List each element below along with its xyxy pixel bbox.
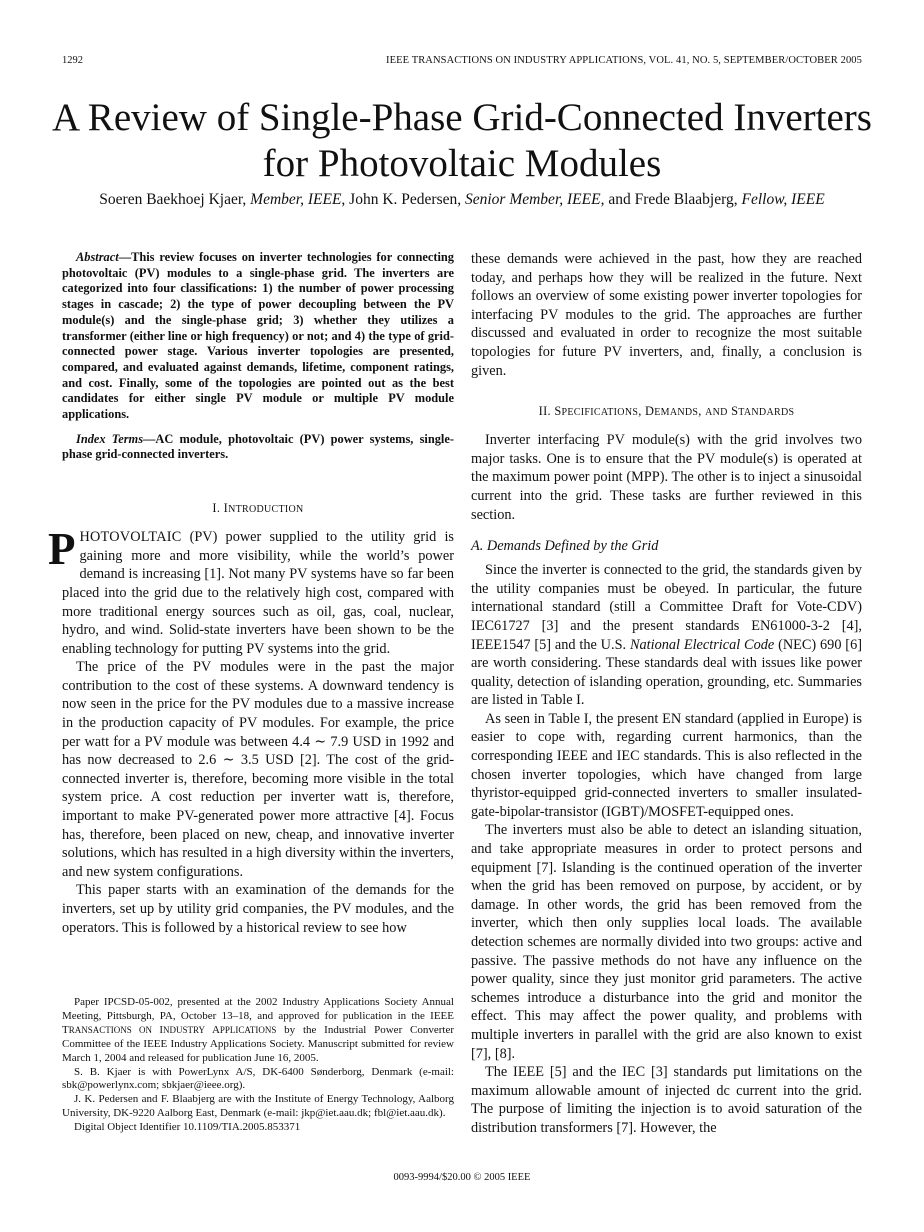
subsection-heading-a: A. Demands Defined by the Grid <box>471 538 659 555</box>
author-1-affiliation: Member, IEEE <box>250 191 342 208</box>
spec-a-paragraph-1 <box>471 561 862 710</box>
spec-paragraph-1: Inverter interfacing PV module(s) with the grid involves two major tasks. One is to ensure that the PV module(s) is operated at the maximum power point (MPP). The other is to inject a sinusoidal current into the grid. These tasks are further reviewed in this section. <box>471 432 862 523</box>
intro-paragraph-1-text: (PV) power supplied to the utility grid is gaining more and more visibility, while the world’s power demand is increasing [1]. Not many PV systems have so far been placed into the grid due to the relatively high cost, compared with more traditional energy sources such as oil, gas, coal, nuclear, hydro, and wind. Solid-state inverters have been shown to be the enabling technology for putting PV systems into the grid. <box>62 529 454 657</box>
title-line-2: for Photovoltaic Modules <box>262 142 662 185</box>
journal-initial: I <box>159 1023 163 1036</box>
section-heading-specifications: II. SPECIFICATIONS, DEMANDS, AND STANDARDS <box>538 404 795 419</box>
abstract <box>62 250 454 423</box>
author-3-affiliation: Fellow, IEEE <box>741 191 825 208</box>
spec-a-text: (NEC) 690 [6] are worth considering. These standards deal with issues like power quality, detection of islanding operation, grounding, etc. Summaries are listed in Table I. <box>471 636 862 709</box>
nec-title: National Electrical Code <box>629 636 775 653</box>
footnote-text: Paper IPCSD-05-002, presented at the 2002 Industry Applications Society Annual Meeting, Pittsburgh, PA, October 13–18, and approved for publication in the IEEE <box>62 996 454 1022</box>
abstract-label: Abstract <box>76 250 119 264</box>
footnote-3: J. K. Pedersen and F. Blaabjerg are with the Institute of Energy Technology, Aalborg University, DK-9220 Aalborg East, Denmark (e-mail: jkp@iet.aau.dk; fbl@iet.aau.dk). <box>62 1093 454 1120</box>
journal-initial: T <box>62 1023 69 1036</box>
spec-a-text: Since the inverter is connected to the grid, the standards given by the utility companies must be obeyed. In particular, the future international standard (still a Committee Draft for Vote-CDV) IEC61727 [3] and the present standards EN61000-3-2 [4], IEEE1547 [5] and the U.S. <box>471 562 862 653</box>
section-heading-introduction <box>62 501 454 516</box>
author-2-name: John K. Pedersen <box>349 191 458 208</box>
spec-a-paragraph-3: The inverters must also be able to detect an islanding situation, and take appropriate measures in order to protect persons and equipment [7]. Islanding is the continued operation of the inverter when the grid has been removed on purpose, by accident, or by damage. In other words, the grid has been removed from the inverter, which then only supplies local loads. The available detection schemes are normally divided into two groups: active and passive. The passive methods do not have any influence on the power quality, since they just monitor grid parameters. The active schemes introduce a disturbance into the grid and monitor the effect. This may affect the power quality, and problems with multiple inverters in parallel with the grid are also known to exist [7], [8]. <box>471 822 862 1062</box>
footnote-text: by the Industrial Power Converter Committee of the IEEE Industry Applications Society. Manuscript submitted for review March 1, 2004 and released for publication June 16, 2005. <box>62 1023 454 1064</box>
copyright-footer: 0093-9994/$20.00 © 2005 IEEE <box>393 1172 531 1183</box>
intro-paragraph-3-continued: these demands were achieved in the past, how they are reached today, and perhaps how they will be realized in the future. Next follows an overview of some existing power inverter topologies for interfacing PV modules to the grid. The approaches are further discussed and evaluated in order to recognize the most suitable topologies for future PV inverters, and, finally, a conclusion is given. <box>471 251 862 379</box>
section-smallcaps: NTRODUCTION <box>228 504 304 516</box>
footnote-4: Digital Object Identifier 10.1109/TIA.2005.853371 <box>74 1121 301 1134</box>
journal-smallcaps: NDUSTRY <box>162 1024 212 1035</box>
author-list: Soeren Baekhoej Kjaer, Member, IEEE, John K. Pedersen, Senior Member, IEEE, and Frede Blaabjerg, Fellow, IEEE <box>99 191 825 208</box>
journal-smallcaps: PPLICATIONS <box>219 1024 277 1035</box>
left-column <box>48 250 454 937</box>
paper-title <box>0 95 924 187</box>
section-initial: D <box>645 404 655 419</box>
journal-initial: A <box>211 1023 220 1036</box>
section-smallcaps: AND <box>705 407 728 419</box>
section-number: I. <box>212 501 224 516</box>
section-initial: S <box>731 404 739 419</box>
index-terms <box>62 432 454 463</box>
footnotes <box>62 996 454 1135</box>
abstract-text: —This review focuses on inverter technologies for connecting photovoltaic (PV) modules to a single-phase grid. The inverters are categorized into four classifications: 1) the number of power processing stages in cascade; 2) the type of power decoupling between the PV module(s) and the single-phase grid; 3) whether they utilizes a transformer (either line or high frequency) or not; and 4) the type of grid-connected power stage. Various inverter topologies are presented, compared, and evaluated against demands, lifetime, component ratings, and cost. Finally, some of the topologies are pointed out as the best candidates for either single PV module or multiple PV module applications. <box>62 250 454 422</box>
title-line-1: A Review of Single-Phase Grid-Connected Inverters <box>52 96 872 139</box>
right-column <box>471 250 862 1138</box>
page-number: 1292 <box>62 55 83 66</box>
drop-cap: P <box>48 524 76 575</box>
footnote-2: S. B. Kjaer is with PowerLynx A/S, DK-6400 Sønderborg, Denmark (e-mail: sbk@powerlynx.com; sbkjaer@ieee.org). <box>62 1065 454 1092</box>
intro-paragraph-1 <box>48 524 454 658</box>
section-initial: S <box>554 404 562 419</box>
journal-smallcaps: RANSACTIONS ON <box>68 1024 160 1035</box>
intro-paragraph-2: The price of the PV modules were in the past the major contribution to the cost of these systems. A downward tendency is now seen in the price for the PV modules due to a massive increase in the production capacity of PV modules. For example, the price per watt for a PV module was between 4.4 ∼ 7.9 USD in 1992 and has now decreased to 2.6 ∼ 3.5 USD [2]. The cost of the grid-connected inverter is, therefore, becoming more visible in the total system price. A cost reduction per inverter watt is, therefore, important to make PV-generated power more attractive [4]. Focus has, therefore, been placed on new, cheap, and innovative inverter solutions, which has resulted in a high diversity within the inverters, and new system configurations. <box>62 659 454 880</box>
intro-first-word: HOTOVOLTAIC <box>79 529 182 546</box>
section-smallcaps: EMANDS <box>654 407 699 419</box>
author-1-name: Soeren Baekhoej Kjaer <box>99 191 243 208</box>
section-smallcaps: TANDARDS <box>738 407 795 419</box>
index-terms-label: Index Terms <box>76 431 144 446</box>
author-2-affiliation: Senior Member, IEEE <box>464 191 601 208</box>
index-terms-text: —AC module, photovoltaic (PV) power systems, single-phase grid-connected inverters. <box>62 431 454 462</box>
section-initial: I <box>223 501 229 516</box>
spec-a-paragraph-2: As seen in Table I, the present EN standard (applied in Europe) is easier to cope with, regarding current harmonics, than the corresponding IEEE and IEC standards. This is also reflected in the chosen inverter topologies, which have changed from large thyristor-equipped grid-connected inverters to smaller insulated-gate-bipolar-transistor (IGBT)/MOSFET-equipped ones. <box>471 710 862 820</box>
section-smallcaps: PECIFICATIONS <box>561 407 639 419</box>
author-conjunction: and <box>608 191 631 208</box>
running-head: IEEE TRANSACTIONS ON INDUSTRY APPLICATIONS, VOL. 41, NO. 5, SEPTEMBER/OCTOBER 2005 <box>386 55 862 66</box>
intro-paragraph-3: This paper starts with an examination of the demands for the inverters, set up by utility grid companies, the PV modules, and the operators. This is followed by a historical review to see how <box>62 882 454 936</box>
spec-a-paragraph-4: The IEEE [5] and the IEC [3] standards put limitations on the maximum allowable amount of injected dc current into the grid. The purpose of limiting the injection is to avoid saturation of the distribution transformers [7]. However, the <box>471 1064 862 1136</box>
footnote-1 <box>62 996 454 1066</box>
author-3-name: Frede Blaabjerg <box>634 191 734 208</box>
section-number: II. <box>538 404 555 419</box>
